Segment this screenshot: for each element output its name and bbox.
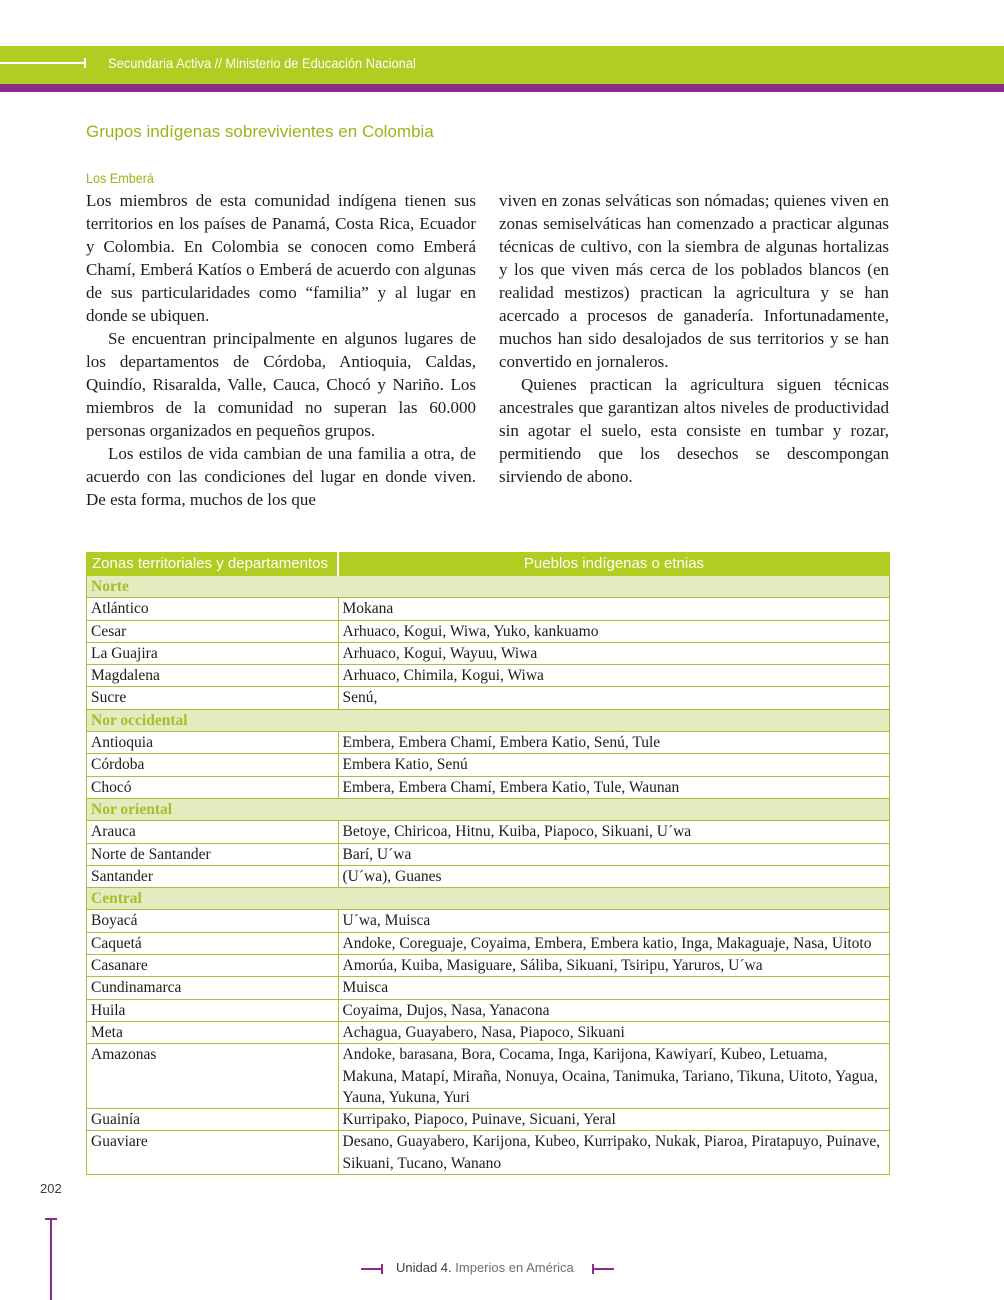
subheading: Los Emberá (86, 170, 154, 186)
department-cell: Casanare (87, 955, 339, 977)
table-group-row (87, 888, 890, 910)
department-cell: Norte de Santander (87, 843, 339, 865)
peoples-cell: Arhuaco, Kogui, Wiwa, Yuko, kankuamo (338, 620, 890, 642)
table-row (87, 1021, 890, 1043)
header-rule (0, 62, 86, 64)
table-group-row (87, 798, 890, 820)
department-cell: Amazonas (87, 1044, 339, 1109)
peoples-cell: Embera Katio, Senú (338, 754, 890, 776)
table-row (87, 1044, 890, 1109)
peoples-cell: Coyaima, Dujos, Nasa, Yanacona (338, 999, 890, 1021)
peoples-cell: Arhuaco, Kogui, Wayuu, Wiwa (338, 642, 890, 664)
table-row (87, 999, 890, 1021)
table-row (87, 642, 890, 664)
department-cell: Cesar (87, 620, 339, 642)
department-cell: Huila (87, 999, 339, 1021)
department-cell: Chocó (87, 776, 339, 798)
table-row (87, 865, 890, 887)
table-group-row (87, 576, 890, 598)
paragraph: Los miembros de esta comunidad indígena tienen sus territorios en los países de Panamá, Costa Rica, Ecuador y Colombia. En Colombia se conocen como Emberá Chamí, Emberá Katíos o Emberá de acuerdo con algunas de sus particularidades como “familia” y al lugar en donde se ubiquen. (86, 191, 476, 325)
margin-rule (50, 1219, 52, 1300)
department-cell: Guainía (87, 1109, 339, 1131)
peoples-cell: Senú, (338, 687, 890, 709)
peoples-cell: Embera, Embera Chamí, Embera Katio, Tule, Waunan (338, 776, 890, 798)
peoples-cell: Embera, Embera Chamí, Embera Katio, Senú, Tule (338, 732, 890, 754)
department-cell: Caquetá (87, 932, 339, 954)
department-cell: Guaviare (87, 1131, 339, 1175)
department-cell: Santander (87, 865, 339, 887)
footer-rule-left-tick (381, 1264, 383, 1274)
column-header-peoples: Pueblos indígenas o etnias (338, 553, 890, 576)
peoples-cell: Andoke, Coreguaje, Coyaima, Embera, Embera katio, Inga, Makaguaje, Nasa, Uitoto (338, 932, 890, 954)
department-cell: Atlántico (87, 598, 339, 620)
table-row (87, 620, 890, 642)
zone-label: Norte (87, 576, 890, 598)
peoples-cell: Betoye, Chiricoa, Hitnu, Kuiba, Piapoco, Sikuani, U´wa (338, 821, 890, 843)
table-group-row (87, 709, 890, 731)
peoples-cell: Andoke, barasana, Bora, Cocama, Inga, Karijona, Kawiyarí, Kubeo, Letuama, Makuna, Matapí, Miraña, Nonuya, Ocaina, Tanimuka, Tariano, Tikuna, Uitoto, Yagua, Yauna, Yukuna, Yuri (338, 1044, 890, 1109)
header-rule-tick (84, 58, 86, 68)
table-body (87, 576, 890, 1175)
department-cell: Magdalena (87, 665, 339, 687)
footer-title: Imperios en América (455, 1260, 574, 1275)
peoples-cell: Muisca (338, 977, 890, 999)
header-text: Secundaria Activa // Ministerio de Educación Nacional (108, 55, 416, 71)
department-cell: Arauca (87, 821, 339, 843)
table-row (87, 1109, 890, 1131)
paragraph: Los estilos de vida cambian de una familia a otra, de acuerdo con las condiciones del lugar en donde viven. De esta forma, muchos de los que (86, 444, 476, 509)
peoples-cell: Achagua, Guayabero, Nasa, Piapoco, Sikuani (338, 1021, 890, 1043)
department-cell: Antioquia (87, 732, 339, 754)
peoples-cell: Mokana (338, 598, 890, 620)
table-row (87, 955, 890, 977)
table-row (87, 910, 890, 932)
zone-label: Nor occidental (87, 709, 890, 731)
table-row (87, 732, 890, 754)
department-cell: Sucre (87, 687, 339, 709)
footer-rule-right (592, 1268, 614, 1270)
zone-label: Central (87, 888, 890, 910)
table-row (87, 598, 890, 620)
department-cell: Cundinamarca (87, 977, 339, 999)
department-cell: La Guajira (87, 642, 339, 664)
peoples-cell: Kurripako, Piapoco, Puinave, Sicuani, Yeral (338, 1109, 890, 1131)
paragraph: Se encuentran principalmente en algunos lugares de los departamentos de Córdoba, Antioquia, Caldas, Quindío, Risaralda, Valle, Cauca, Chocó y Nariño. Los miembros de la comunidad no superan las 60.000 personas organizados en pequeños grupos. (86, 329, 476, 440)
footer-unit: Unidad 4. (396, 1260, 452, 1275)
table-row (87, 977, 890, 999)
peoples-cell: Barí, U´wa (338, 843, 890, 865)
table-row (87, 754, 890, 776)
left-column (86, 189, 476, 511)
peoples-table (86, 552, 890, 1175)
peoples-cell: U´wa, Muisca (338, 910, 890, 932)
department-cell: Boyacá (87, 910, 339, 932)
department-cell: Meta (87, 1021, 339, 1043)
department-cell: Córdoba (87, 754, 339, 776)
zone-label: Nor oriental (87, 798, 890, 820)
column-header-zones: Zonas territoriales y departamentos (87, 553, 339, 576)
footer (396, 1259, 574, 1277)
paragraph: Quienes practican la agricultura siguen técnicas ancestrales que garantizan altos niveles de productividad sin agotar el suelo, esta consiste en tumbar y rozar, permitiendo que los desechos se descompongan sirviendo de abono. (499, 375, 889, 486)
table-row (87, 665, 890, 687)
page-number: 202 (40, 1181, 62, 1196)
table-header-row (87, 553, 890, 576)
section-title: Grupos indígenas sobrevivientes en Colombia (86, 122, 434, 141)
peoples-cell: Desano, Guayabero, Karijona, Kubeo, Kurripako, Nukak, Piaroa, Piratapuyo, Puinave, Sikuani, Tucano, Wanano (338, 1131, 890, 1175)
table-row (87, 687, 890, 709)
table-row (87, 1131, 890, 1175)
footer-rule-left (361, 1268, 383, 1270)
peoples-cell: Arhuaco, Chimila, Kogui, Wiwa (338, 665, 890, 687)
table-row (87, 932, 890, 954)
header-stripe (0, 84, 1004, 92)
peoples-cell: (U´wa), Guanes (338, 865, 890, 887)
paragraph: viven en zonas selváticas son nómadas; quienes viven en zonas semiselváticas han comenzado a practicar algunas técnicas de cultivo, con la siembra de algunas hortalizas y los que viven más cerca de los poblados blancos (en realidad mestizos) practican la agricultura y se han acercado a procesos de ganadería. Infortunadamente, muchos han sido desalojados de sus territorios y se han convertido en jornaleros. (499, 191, 889, 371)
table-row (87, 776, 890, 798)
table-row (87, 821, 890, 843)
right-column (499, 189, 889, 488)
table-row (87, 843, 890, 865)
peoples-cell: Amorúa, Kuiba, Masiguare, Sáliba, Sikuani, Tsiripu, Yaruros, U´wa (338, 955, 890, 977)
